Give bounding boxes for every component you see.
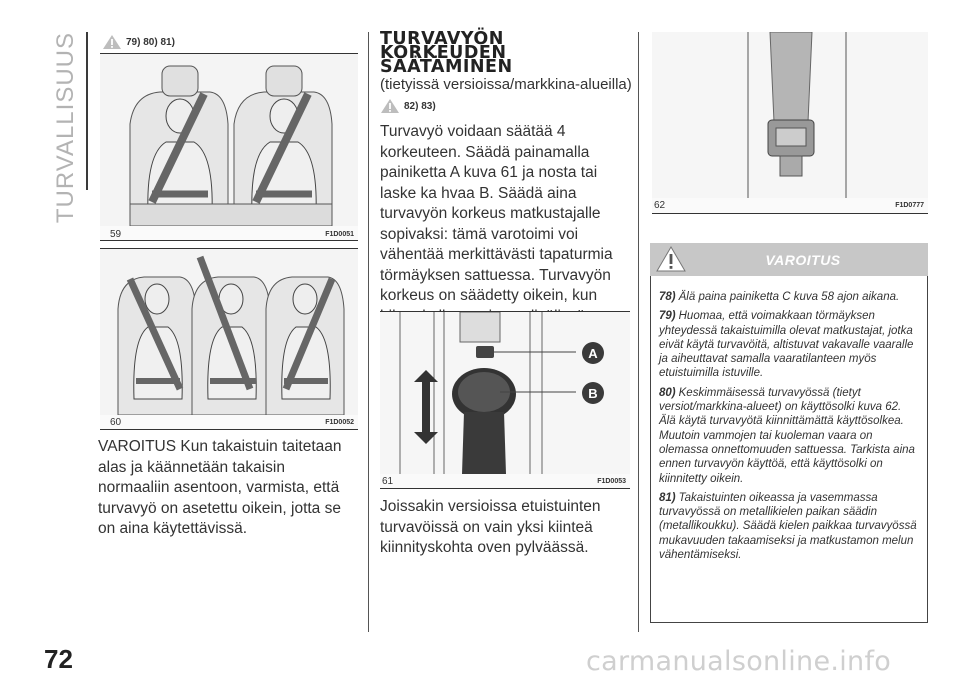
figure-60-code: F1D0052 [325,419,354,426]
rear-three-seats-illustration [100,249,358,415]
watermark: carmanualsonline.info [586,646,892,677]
warning-item-text: Älä paina painiketta C kuva 58 ajon aikana. [678,291,900,303]
warning-item-number: 79) [659,310,676,323]
left-refs [102,34,175,50]
figure-61-number: 61 [382,476,394,487]
middle-refs [380,98,436,114]
warning-item-number: 78) [659,291,676,303]
middle-refs-text: 82) 83) [404,100,436,112]
figure-62-number: 62 [654,200,666,211]
warning-item-text: Takaistuinten oikeassa ja vasemmassa turvavyössä on metallikielen paikan säädin (metallikoukku). Säädä kielen paikkaa turvavyössä mukavuuden takaamiseksi ja matkustamon melun vähentämiseksi. [659,491,917,562]
section-title: TURVAVYÖN KORKEUDEN SÄÄTÄMINEN [380,29,513,77]
figure-62 [652,32,928,214]
section-side-title: TURVALLISUUS [52,32,79,224]
page-number: 72 [44,644,73,674]
label-b: B [588,386,598,401]
warning-box [650,276,928,623]
warning-triangle-icon [380,98,400,114]
warning-triangle-icon [102,34,122,50]
column-divider-2 [638,32,639,632]
warning-item-number: 81) [659,491,676,504]
figure-60 [100,248,358,430]
figure-59 [100,53,358,241]
side-rule [86,32,88,190]
warning-item [659,290,921,304]
column-divider-1 [368,32,369,632]
belt-height-adjuster-illustration [380,312,630,474]
warning-header [650,243,928,276]
warning-item-number: 80) [659,386,676,399]
warning-item [659,386,921,486]
middle-paragraph-2: Joissakin versioissa etuistuinten turvavöissä on vain yksi kiinteä kiinnityskohta oven pylväässä. [380,498,601,556]
figure-59-number: 59 [110,229,122,240]
rear-seats-belts-illustration [100,54,358,226]
warning-item-text: Keskimmäisessä turvavyössä (tietyt versiot/markkina-alueet) on käyttösolki kuva 62. Älä käytä turvavyötä kiinnittämättä käyttösolkea. Muutoin vammojen tai kuoleman vaara on olemassa onnettomuuden sattuessa. Tarkista aina ennen turvavyön käyttöä, että käyttösolki on kiinnitetty oikein. [659,386,915,485]
left-paragraph: VAROITUS Kun takaistuin taitetaan alas ja käännetään takaisin normaaliin asentoon, varmista, että turvavyö on asetettu oikein, jotta se on aina käytettävissä. [98,438,342,537]
warning-triangle-icon [656,246,686,272]
figure-61-code: F1D0053 [597,478,626,485]
section-subtitle: (tietyissä versioissa/markkina-alueilla) [380,76,632,93]
center-belt-buckle-illustration [652,32,928,198]
warning-item [659,309,921,380]
warning-item-text: Huomaa, että voimakkaan törmäyksen yhteydessä takaistuimilla olevat matkustajat, jotka eivät käytä turvavöitä, altistuvat vakavalle vaaralle ja aiheuttavat samalla vaaratilanteen myös etuistuimilla istuville. [659,310,914,380]
figure-62-code: F1D0777 [895,202,924,209]
figure-60-number: 60 [110,417,122,428]
middle-paragraph-1: Turvavyö voidaan säätää 4 korkeuteen. Säädä painamalla painiketta A kuva 61 ja nosta tai laske ka hvaa B. Säädä aina turvavyön korkeus matkustajalle sopivaksi: tämä varotoimi voi vähentää merkittävästi tapaturmia törmäyksen sattuessa. Turvavyön korkeus on säädetty oikein, kun [380,123,613,304]
left-refs-text: 79) 80) 81) [126,36,175,48]
figure-61 [380,311,630,489]
warning-title: VAROITUS [765,251,841,268]
figure-59-code: F1D0051 [325,231,354,238]
warning-item [659,491,921,562]
label-a: A [588,346,598,361]
